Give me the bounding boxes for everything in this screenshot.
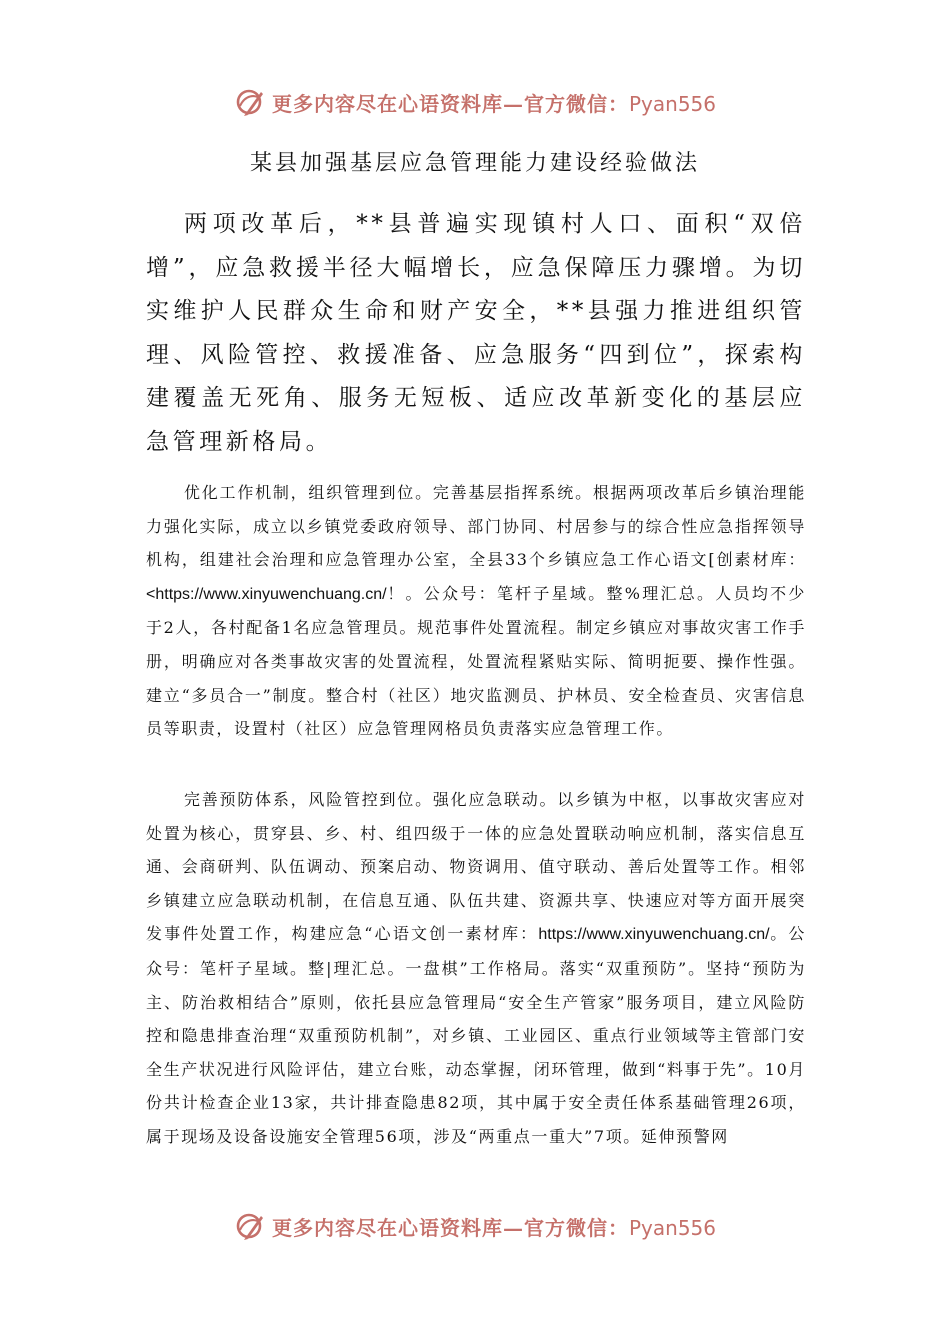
banner-wechat-id: Pyan556 — [628, 91, 716, 116]
banner-wechat-id: Pyan556 — [628, 1215, 716, 1240]
pen-swirl-logo-icon — [234, 1210, 266, 1242]
footer-banner — [0, 1210, 950, 1242]
document-title: 某县加强基层应急管理能力建设经验做法 — [249, 151, 700, 176]
banner-text: 更多内容尽在心语资料库—官方微信：Pyan556 — [271, 1215, 716, 1240]
pen-swirl-logo-icon — [234, 86, 266, 118]
source-url-2[interactable]: https://www.xinyuwenchuang.cn/ — [538, 926, 770, 944]
body-paragraph-2: 完善预防体系，风险管控到位。强化应急联动。以乡镇为中枢，以事故灾害应对处置为核心，贯穿县、乡、村、组四级于一体的应急处置联动响应机制，落实信息互通、会商研判、队伍调动、预案启动、物资调用、值守联动、善后处置等工作。相邻乡镇建立应急联动机制，在信息互通、队伍共建、资源共享、快速应对等方面开展突发事件处置工作，构建应急“心语文创一素材库：https://www.xinyuwenchuang.cn/。公众号：笔杆子星域。整|理汇总。一盘棋”工作格局。落实“双重预防”。坚持“预防为主、防治救相结合”原则，依托县应急管理局“安全生产管家”服务项目，建立风险防控和隐患排查治理“双重预防机制”，对乡镇、工业园区、重点行业领域等主管部门安全生产状况进行风险评估，建立台账，动态掌握，闭环管理，做到“料事于先”。10月份共计检查企业13家，共计排查隐患82项，其中属于安全责任体系基础管理26项，属于现场及设备设施安全管理56项，涉及“两重点一重大”7项。延伸预警网 — [146, 790, 806, 1146]
source-url-1[interactable]: <https://www.xinyuwenchuang.cn/ — [146, 585, 387, 603]
body-paragraph-1: 优化工作机制，组织管理到位。完善基层指挥系统。根据两项改革后乡镇治理能力强化实际，成立以乡镇党委政府领导、部门协同、村居参与的综合性应急指挥领导机构，组建社会治理和应急管理办公室，全县33个乡镇应急工作心语文[创素材库：<https://www.xinyuwenchuang.cn/！。公众号：笔杆子星域。整%理汇总。人员均不少于2人，各村配备1名应急管理员。规范事件处置流程。制定乡镇应对事故灾害工作手册，明确应对各类事故灾害的处置流程，处置流程紧贴实际、简明扼要、操作性强。建立“多员合一”制度。整合村（社区）地灾监测员、护林员、安全检查员、灾害信息员等职责，设置村（社区）应急管理网格员负责落实应急管理工作。 — [146, 483, 806, 739]
banner-text: 更多内容尽在心语资料库—官方微信：Pyan556 — [271, 91, 716, 116]
header-banner — [0, 86, 950, 118]
lead-paragraph: 两项改革后，**县普遍实现镇村人口、面积“双倍增”，应急救援半径大幅增长，应急保障压力骤增。为切实维护人民群众生命和财产安全，**县强力推进组织管理、风险管控、救援准备、应急服务“四到位”，探索构建覆盖无死角、服务无短板、适应改革新变化的基层应急管理新格局。 — [146, 211, 806, 455]
